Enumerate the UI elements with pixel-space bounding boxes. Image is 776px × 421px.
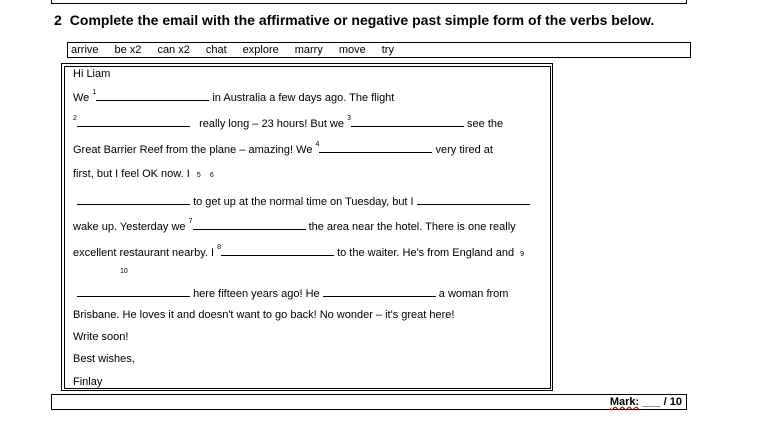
- gap-number-7: 7: [188, 218, 193, 225]
- email-line-1: We $^1$ in Australia a few days ago. The flight: [73, 89, 395, 104]
- answer-blank-2[interactable]: [77, 116, 190, 127]
- gap-number-9: 9: [520, 251, 525, 258]
- answer-blank-6[interactable]: [417, 194, 530, 205]
- answer-blank-10[interactable]: [323, 286, 436, 297]
- email-line-8: here fifteen years ago! He a woman from: [73, 286, 508, 300]
- email-line-4: first, but I feel OK now. I 5 6: [73, 168, 214, 180]
- verb-item: try: [381, 44, 394, 56]
- answer-blank-8[interactable]: [221, 245, 334, 256]
- verb-item: can x2: [157, 44, 190, 56]
- gap-number-1: 1: [92, 89, 97, 96]
- gap-number-6: 6: [209, 172, 214, 179]
- answer-blank-4[interactable]: [319, 142, 432, 153]
- top-border: [51, 0, 687, 4]
- answer-blank-1[interactable]: [96, 90, 209, 101]
- email-greeting: Hi Liam: [73, 68, 111, 80]
- email-line-7: excellent restaurant nearby. I $^8$ to the waiter. He's from England and 9: [73, 244, 525, 259]
- gap-number-4: 4: [315, 141, 320, 148]
- email-signature: Finlay: [73, 376, 103, 388]
- gap-number-10: 10: [120, 268, 128, 275]
- answer-blank-5[interactable]: [77, 194, 190, 205]
- answer-blank-3[interactable]: [351, 116, 464, 127]
- email-line-3: Great Barrier Reef from the plane – amazing! We $^4$ very tired at: [73, 141, 493, 156]
- mark-field: [610, 395, 682, 409]
- email-sign-off-2: Best wishes,: [73, 353, 135, 365]
- exercise-number: 2: [54, 12, 62, 28]
- mark-blank[interactable]: ___: [642, 396, 661, 408]
- email-line-5: to get up at the normal time on Tuesday, but I: [73, 194, 530, 208]
- mark-total: / 10: [663, 396, 682, 408]
- answer-blank-9[interactable]: [77, 286, 190, 297]
- mark-bar: [51, 394, 687, 410]
- email-line-9: Brisbane. He loves it and doesn't want to go back! No wonder – it's great here!: [73, 309, 455, 321]
- answer-blank-7[interactable]: [193, 219, 306, 230]
- gap-number-5: 5: [196, 172, 201, 179]
- gap-number-2: 2: [73, 115, 77, 122]
- verb-item: chat: [205, 44, 227, 56]
- email-line-2: $^2$ really long – 23 hours! But we $^3$ see the: [73, 115, 504, 130]
- gap-number-8: 8: [217, 244, 222, 251]
- email-line-6: wake up. Yesterday we $^7$ the area near the hotel. There is one really: [73, 218, 516, 233]
- verb-item: marry: [294, 44, 323, 56]
- verb-item: be x2: [114, 44, 142, 56]
- email-sign-off-1: Write soon!: [73, 331, 129, 343]
- verb-item: explore: [242, 44, 279, 56]
- exercise-heading: [54, 12, 654, 28]
- verb-item: move: [338, 44, 366, 56]
- mark-label: Mark:: [609, 396, 640, 408]
- verb-box: [67, 42, 691, 58]
- verb-item: arrive: [71, 44, 99, 56]
- gap-number-3: 3: [347, 115, 351, 122]
- exercise-instruction: Complete the email with the affirmative or negative past simple form of the verbs below.: [69, 12, 655, 28]
